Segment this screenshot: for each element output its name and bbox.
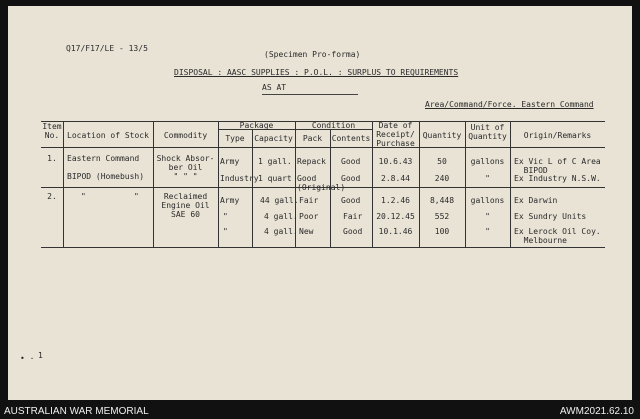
archive-footer (0, 404, 640, 419)
header-bottom-rule (41, 147, 605, 148)
row2a-type: Army (220, 196, 240, 205)
row2c-quantity: 100 (434, 227, 450, 236)
row2b-type: " (223, 212, 228, 221)
footer-accession: AWM2021.62.10 (559, 406, 634, 417)
header-date: Date of Receipt/ Purchase (376, 121, 415, 148)
row1a-date: 10.6.43 (378, 157, 413, 166)
header-unit: Unit of Quantity (468, 123, 507, 141)
row2b-quantity: 552 (434, 212, 450, 221)
document-page (8, 6, 632, 400)
row1-location: Eastern Command BIPOD (Homebush) (67, 154, 145, 181)
document-title: DISPOSAL : AASC SUPPLIES : P.O.L. : SURPLUS TO REQUIREMENTS (174, 68, 459, 77)
row1b-contents: Good (341, 174, 361, 183)
row1b-quantity: 240 (434, 174, 450, 183)
row1a-type: Army (220, 157, 240, 166)
row1b-origin: Ex Industry N.S.W. (514, 174, 601, 183)
row2c-unit: " (485, 227, 490, 236)
header-origin: Origin/Remarks (523, 131, 592, 140)
header-condition: Condition (311, 121, 356, 130)
row2b-capacity: 4 gall. (264, 212, 298, 221)
row2a-unit: gallons (470, 196, 505, 205)
row1b-capacity: 1 quart (258, 174, 292, 183)
specimen-label: (Specimen Pro-forma) (264, 50, 361, 59)
row2-item: 2. (47, 192, 57, 201)
disposal-table (41, 121, 605, 249)
header-quantity: Quantity (422, 131, 462, 140)
row2b-pack: Poor (299, 212, 319, 221)
row2c-contents: Good (343, 227, 363, 236)
row1a-pack: Repack (297, 157, 326, 166)
row2b-unit: " (485, 212, 490, 221)
as-at-label: AS AT (262, 83, 287, 92)
row2a-capacity: 44 gall. (260, 196, 299, 205)
header-contents: Contents (331, 134, 371, 143)
row1b-type: Industry (220, 174, 259, 183)
table-bottom-rule (41, 247, 605, 248)
header-item: Item No. (42, 122, 62, 140)
header-capacity: Capacity (254, 134, 293, 143)
row2a-date: 1.2.46 (381, 196, 410, 205)
row2a-contents: Good (341, 196, 361, 205)
row1b-date: 2.8.44 (381, 174, 410, 183)
row2c-date: 10.1.46 (378, 227, 413, 236)
header-location: Location of Stock (67, 131, 149, 140)
row2c-type: " (223, 227, 228, 236)
row2a-pack: Fair (299, 196, 319, 205)
header-type: Type (225, 134, 245, 143)
row2b-contents: Fair (343, 212, 363, 221)
header-commodity: Commodity (163, 131, 208, 140)
row1b-pack: Good (Original) (297, 174, 346, 192)
row2c-origin: Ex Lerock Oil Coy. Melbourne (514, 227, 601, 245)
row1a-contents: Good (341, 157, 361, 166)
row2b-origin: Ex Sundry Units (514, 212, 587, 221)
margin-mark: 1 (38, 351, 43, 360)
row2a-quantity: 8,448 (429, 196, 455, 205)
row2c-pack: New (299, 227, 314, 236)
header-package: Package (239, 121, 274, 130)
area-command-label: Area/Command/Force. Eastern Command (425, 100, 594, 109)
row1-item: 1. (47, 154, 57, 163)
row2-location: " " (81, 192, 139, 201)
header-pack: Pack (302, 134, 323, 143)
row1-commodity: Shock Absor- ber Oil " " " (156, 154, 215, 181)
margin-dots: • · (20, 354, 35, 363)
row1a-origin: Ex Vic L of C Area BIPOD (514, 157, 601, 175)
document-reference: Q17/F17/LE - 13/5 (66, 44, 148, 53)
row2-commodity: Reclaimed Engine Oil SAE 60 (161, 192, 210, 219)
row2c-capacity: 4 gall. (264, 227, 298, 236)
row2a-origin: Ex Darwin (514, 196, 558, 205)
row1b-unit: " (485, 174, 490, 183)
as-at-line (262, 94, 358, 95)
row1a-quantity: 50 (437, 157, 447, 166)
row1a-capacity: 1 gall. (258, 157, 292, 166)
footer-institution: AUSTRALIAN WAR MEMORIAL (4, 406, 149, 417)
row2b-date: 20.12.45 (376, 212, 415, 221)
row1a-unit: gallons (470, 157, 505, 166)
